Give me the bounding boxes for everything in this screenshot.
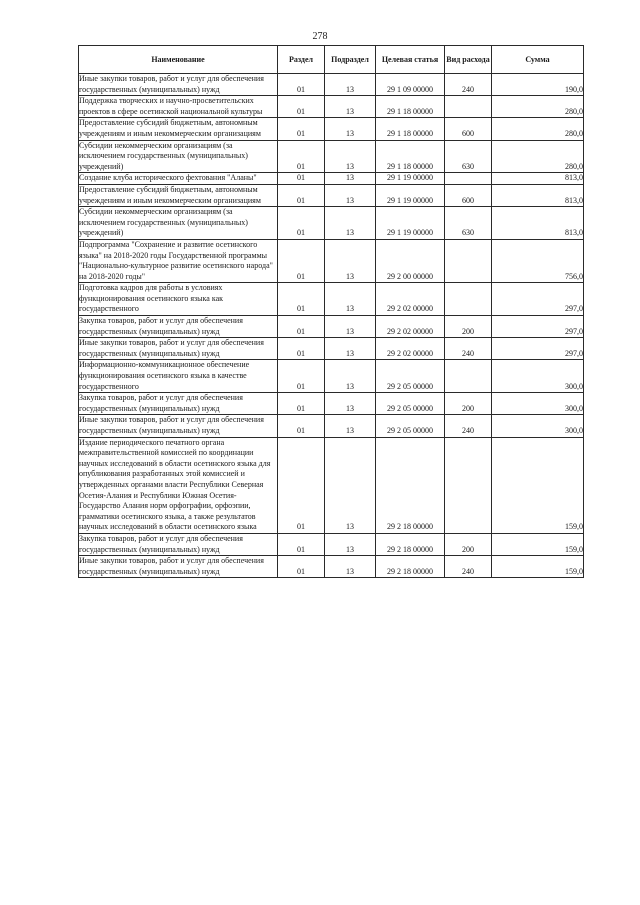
cell-expense-type: 200 (445, 533, 492, 555)
cell-name: Иные закупки товаров, работ и услуг для обеспечения государственных (муниципальных) нужд (79, 556, 278, 578)
cell-name: Субсидии некоммерческим организациям (за исключением государственных (муниципальных) учреждений) (79, 207, 278, 240)
cell-name: Предоставление субсидий бюджетным, автономным учреждениям и иным некоммерческим организациям (79, 184, 278, 206)
cell-subsection: 13 (325, 96, 376, 118)
cell-section: 01 (278, 207, 325, 240)
column-header-subsection: Подраздел (325, 46, 376, 74)
cell-subsection: 13 (325, 316, 376, 338)
cell-subsection: 13 (325, 283, 376, 316)
column-header-section: Раздел (278, 46, 325, 74)
cell-amount: 756,0 (492, 239, 584, 282)
table-row (79, 239, 584, 282)
cell-target-item: 29 2 00 00000 (376, 239, 445, 282)
table-header-row (79, 46, 584, 74)
table-row (79, 533, 584, 555)
cell-expense-type (445, 437, 492, 533)
budget-table (78, 45, 584, 578)
table-row (79, 437, 584, 533)
cell-name: Поддержка творческих и научно-просветительских проектов в сфере осетинской национальной культуры (79, 96, 278, 118)
table-row (79, 173, 584, 185)
cell-subsection: 13 (325, 74, 376, 96)
cell-amount: 813,0 (492, 184, 584, 206)
cell-name: Подпрограмма "Сохранение и развитие осетинского языка" на 2018-2020 годы Государственной программы "Национально-культурное развитие осетинского народа" на 2018-2020 годы" (79, 239, 278, 282)
cell-target-item: 29 2 05 00000 (376, 360, 445, 393)
cell-section: 01 (278, 140, 325, 173)
cell-section: 01 (278, 173, 325, 185)
cell-section: 01 (278, 184, 325, 206)
column-header-expense-type: Вид расхода (445, 46, 492, 74)
cell-expense-type: 240 (445, 74, 492, 96)
table-row (79, 556, 584, 578)
cell-name: Предоставление субсидий бюджетным, автономным учреждениям и иным некоммерческим организациям (79, 118, 278, 140)
cell-name: Закупка товаров, работ и услуг для обеспечения государственных (муниципальных) нужд (79, 533, 278, 555)
cell-name: Закупка товаров, работ и услуг для обеспечения государственных (муниципальных) нужд (79, 393, 278, 415)
cell-section: 01 (278, 338, 325, 360)
cell-target-item: 29 2 05 00000 (376, 415, 445, 437)
cell-target-item: 29 1 18 00000 (376, 96, 445, 118)
cell-expense-type: 240 (445, 415, 492, 437)
cell-name: Иные закупки товаров, работ и услуг для обеспечения государственных (муниципальных) нужд (79, 415, 278, 437)
cell-amount: 159,0 (492, 556, 584, 578)
cell-section: 01 (278, 360, 325, 393)
column-header-name: Наименование (79, 46, 278, 74)
cell-section: 01 (278, 96, 325, 118)
table-row (79, 96, 584, 118)
cell-name: Подготовка кадров для работы в условиях функционирования осетинского языка как государственного (79, 283, 278, 316)
cell-subsection: 13 (325, 437, 376, 533)
table-row (79, 415, 584, 437)
cell-expense-type: 200 (445, 316, 492, 338)
table-row (79, 74, 584, 96)
cell-amount: 300,0 (492, 360, 584, 393)
cell-amount: 297,0 (492, 338, 584, 360)
cell-section: 01 (278, 118, 325, 140)
cell-amount: 297,0 (492, 316, 584, 338)
cell-amount: 813,0 (492, 173, 584, 185)
cell-target-item: 29 2 02 00000 (376, 338, 445, 360)
column-header-target-item: Целевая статья (376, 46, 445, 74)
table-row (79, 338, 584, 360)
cell-amount: 159,0 (492, 437, 584, 533)
cell-name: Субсидии некоммерческим организациям (за исключением государственных (муниципальных) учреждений) (79, 140, 278, 173)
cell-amount: 190,0 (492, 74, 584, 96)
table-row (79, 393, 584, 415)
table-row (79, 283, 584, 316)
cell-name: Издание периодического печатного органа межправительственной комиссией по координации научных исследований в области осетинского языка для опубликования разработанных этой комиссией и утвержденных органами власти Республики Северная Осетия-Алания и Республики Южная Осетия-Государство Алания норм орфографии, орфоэпии, грамматики осетинского языка, а также результатов научных исследований в области осетинского языка (79, 437, 278, 533)
cell-subsection: 13 (325, 415, 376, 437)
cell-subsection: 13 (325, 533, 376, 555)
table-row (79, 316, 584, 338)
cell-target-item: 29 1 18 00000 (376, 118, 445, 140)
cell-section: 01 (278, 239, 325, 282)
cell-name: Информационно-коммуникационное обеспечение функционирования осетинского языка в качестве государственного (79, 360, 278, 393)
cell-expense-type (445, 283, 492, 316)
cell-subsection: 13 (325, 556, 376, 578)
cell-target-item: 29 1 18 00000 (376, 140, 445, 173)
cell-expense-type: 200 (445, 393, 492, 415)
page-number: 278 (312, 31, 328, 42)
cell-subsection: 13 (325, 184, 376, 206)
table-row (79, 360, 584, 393)
cell-expense-type: 630 (445, 207, 492, 240)
cell-target-item: 29 2 18 00000 (376, 437, 445, 533)
cell-amount: 300,0 (492, 393, 584, 415)
cell-amount: 300,0 (492, 415, 584, 437)
cell-target-item: 29 2 18 00000 (376, 533, 445, 555)
cell-section: 01 (278, 74, 325, 96)
cell-expense-type (445, 173, 492, 185)
cell-name: Закупка товаров, работ и услуг для обеспечения государственных (муниципальных) нужд (79, 316, 278, 338)
cell-section: 01 (278, 415, 325, 437)
cell-subsection: 13 (325, 118, 376, 140)
cell-expense-type (445, 239, 492, 282)
cell-expense-type (445, 360, 492, 393)
cell-name: Иные закупки товаров, работ и услуг для обеспечения государственных (муниципальных) нужд (79, 74, 278, 96)
cell-expense-type: 240 (445, 338, 492, 360)
cell-name: Создание клуба исторического фехтования "Аланы" (79, 173, 278, 185)
table-row (79, 118, 584, 140)
cell-expense-type: 240 (445, 556, 492, 578)
cell-subsection: 13 (325, 173, 376, 185)
cell-target-item: 29 2 05 00000 (376, 393, 445, 415)
cell-amount: 280,0 (492, 96, 584, 118)
cell-subsection: 13 (325, 140, 376, 173)
cell-name: Иные закупки товаров, работ и услуг для обеспечения государственных (муниципальных) нужд (79, 338, 278, 360)
cell-subsection: 13 (325, 393, 376, 415)
cell-amount: 280,0 (492, 118, 584, 140)
cell-expense-type: 630 (445, 140, 492, 173)
cell-amount: 813,0 (492, 207, 584, 240)
cell-target-item: 29 1 09 00000 (376, 74, 445, 96)
cell-expense-type (445, 96, 492, 118)
cell-target-item: 29 1 19 00000 (376, 184, 445, 206)
cell-target-item: 29 1 19 00000 (376, 207, 445, 240)
cell-amount: 297,0 (492, 283, 584, 316)
table-body (79, 74, 584, 578)
table-row (79, 207, 584, 240)
cell-section: 01 (278, 316, 325, 338)
cell-target-item: 29 1 19 00000 (376, 173, 445, 185)
cell-amount: 280,0 (492, 140, 584, 173)
cell-subsection: 13 (325, 207, 376, 240)
cell-target-item: 29 2 02 00000 (376, 316, 445, 338)
cell-target-item: 29 2 18 00000 (376, 556, 445, 578)
cell-expense-type: 600 (445, 184, 492, 206)
cell-section: 01 (278, 533, 325, 555)
cell-section: 01 (278, 437, 325, 533)
cell-section: 01 (278, 556, 325, 578)
cell-expense-type: 600 (445, 118, 492, 140)
table-row (79, 140, 584, 173)
cell-subsection: 13 (325, 338, 376, 360)
table-row (79, 184, 584, 206)
cell-target-item: 29 2 02 00000 (376, 283, 445, 316)
cell-subsection: 13 (325, 239, 376, 282)
column-header-amount: Сумма (492, 46, 584, 74)
cell-subsection: 13 (325, 360, 376, 393)
cell-amount: 159,0 (492, 533, 584, 555)
cell-section: 01 (278, 283, 325, 316)
cell-section: 01 (278, 393, 325, 415)
